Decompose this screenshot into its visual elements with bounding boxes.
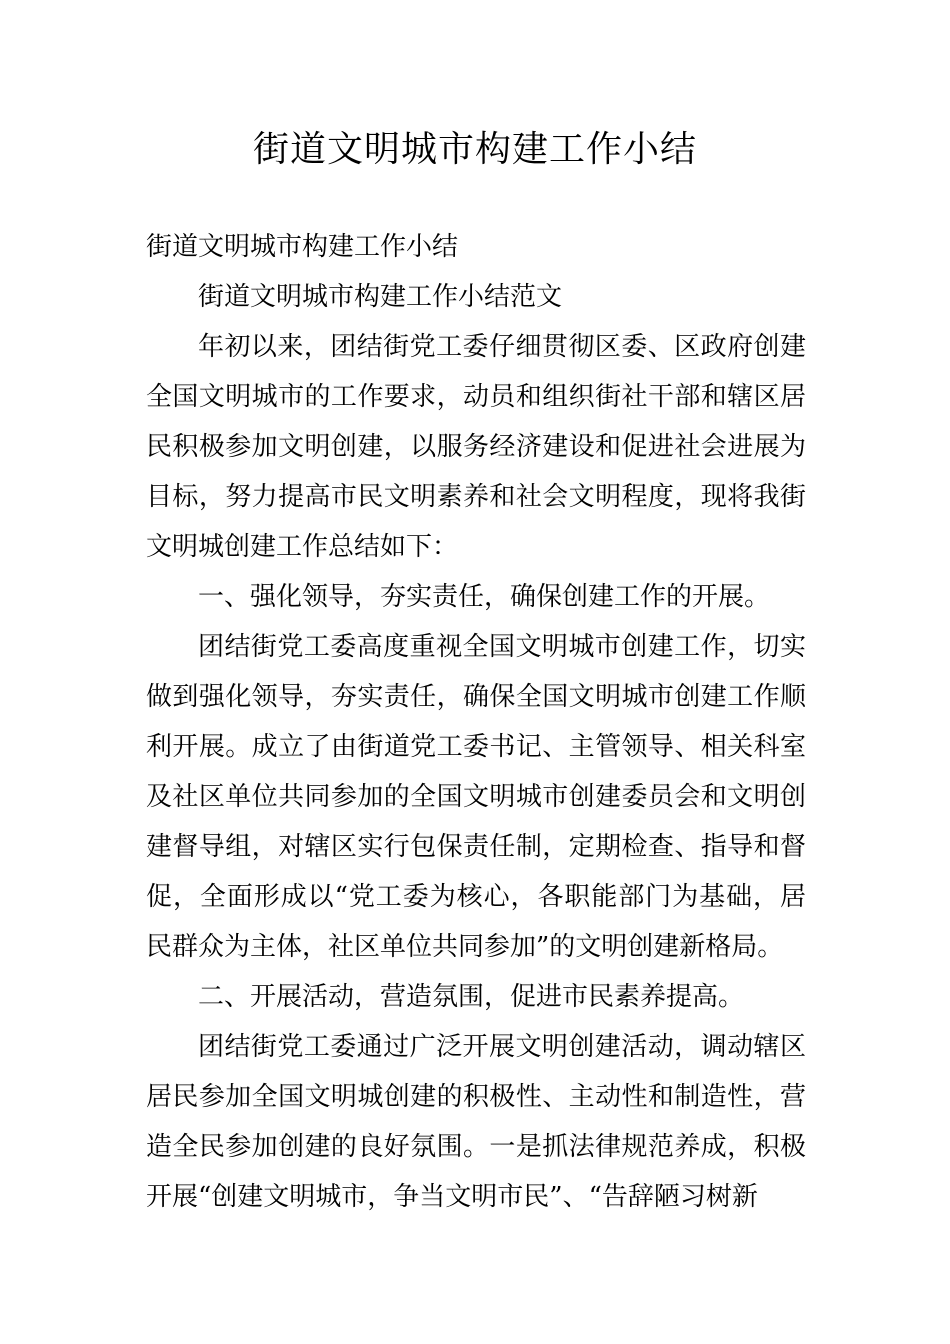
paragraph-intro: 年初以来，团结街党工委仔细贯彻区委、区政府创建全国文明城市的工作要求，动员和组织街社干部和辖区居民积极参加文明创建，以服务经济建设和促进社会进展为目标，努力提高市民文明素养和社会文明程度，现将我街文明城创建工作总结如下： [146, 332, 806, 562]
body-subheading: 街道文明城市构建工作小结范文 [198, 282, 563, 312]
body-heading-line: 街道文明城市构建工作小结 [146, 232, 459, 262]
document-body [146, 222, 806, 1222]
paragraph-section-1: 团结街党工委高度重视全国文明城市创建工作，切实做到强化领导，夯实责任，确保全国文明城市创建工作顺利开展。成立了由街道党工委书记、主管领导、相关科室及社区单位共同参加的全国文明城市创建委员会和文明创建督导组，对辖区实行包保责任制，定期检查、指导和督促，全面形成以“党工委为核心，各职能部门为基础，居民群众为主体，社区单位共同参加”的文明创建新格局。 [146, 632, 806, 962]
section-heading-2: 二、开展活动，营造氛围，促进市民素养提高。 [198, 982, 745, 1012]
document-title: 街道文明城市构建工作小结 [252, 129, 697, 170]
paragraph-section-2: 团结街党工委通过广泛开展文明创建活动，调动辖区居民参加全国文明城创建的积极性、主动性和制造性，营造全民参加创建的良好氛围。一是抓法律规范养成，积极开展“创建文明城市，争当文明市民”、“告辞陋习树新 [146, 1032, 806, 1212]
section-heading-1: 一、强化领导，夯实责任，确保创建工作的开展。 [198, 582, 771, 612]
